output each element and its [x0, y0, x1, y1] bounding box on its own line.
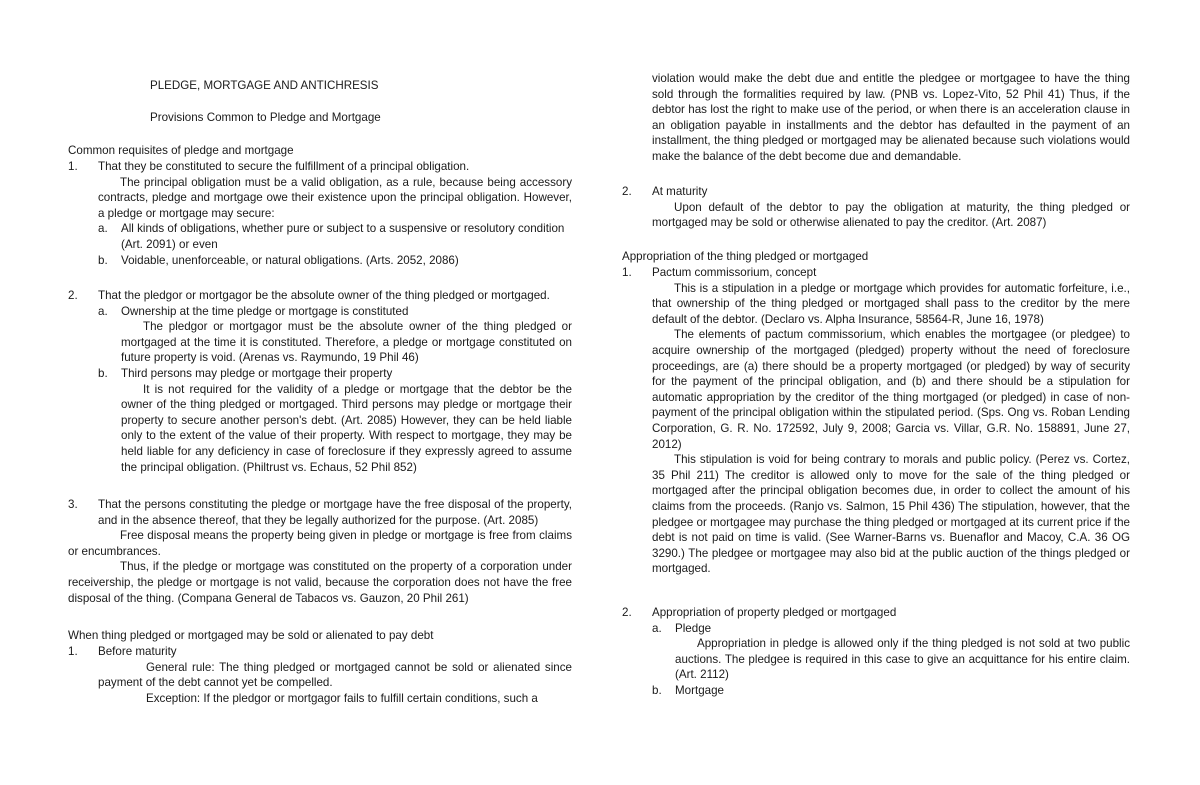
sold-heading: When thing pledged or mortgaged may be sold or alienated to pay debt	[68, 629, 434, 642]
sale-case-1	[68, 644, 572, 706]
appropriation-2a-body: Appropriation in pledge is allowed only if the thing pledged is not sold at two public auctions. The pledgee is required in this case to give an acquittance for his entire claim. (Art. 2112)	[675, 637, 1130, 682]
sale-case-1-body: General rule: The thing pledged or mortgaged cannot be sold or alienated since payment of the debt cannot yet be compelled.	[98, 660, 572, 690]
appropriation-1	[622, 265, 1130, 577]
page-title: PLEDGE, MORTGAGE AND ANTICHRESIS	[150, 79, 379, 92]
list-number: 1.	[68, 160, 78, 173]
sale-case-1-exception: Exception: If the pledgor or mortgagor fails to fulfill certain conditions, such a	[146, 691, 538, 705]
list-number: 1.	[622, 266, 632, 279]
requisite-1b-text: Voidable, unenforceable, or natural obligations. (Arts. 2052, 2086)	[121, 253, 459, 267]
appropriation-heading: Appropriation of the thing pledged or mortgaged	[622, 250, 869, 263]
requisite-3-body-2: Thus, if the pledge or mortgage was constituted on the property of a corporation under receivership, the pledge or mortgage is not valid, because the corporation does not have the free disposal of the thing. (Compana General de Tabacos vs. Gauzon, 20 Phil 261)	[68, 560, 572, 605]
sale-case-2-body: Upon default of the debtor to pay the obligation at maturity, the thing pledged or mortgaged may be sold or otherwise alienated to pay the creditor. (Art. 2087)	[652, 200, 1130, 230]
list-letter: b.	[98, 366, 108, 380]
list-number: 2.	[68, 289, 78, 302]
appropriation-1-text: Pactum commissorium, concept	[652, 266, 817, 279]
appropriation-2-text: Appropriation of property pledged or mortgaged	[652, 606, 897, 619]
requisites-heading: Common requisites of pledge and mortgage	[68, 144, 294, 157]
appropriation-1-body-1: This is a stipulation in a pledge or mortgage which provides for automatic forfeiture, i.e., that ownership of the thing pledged or mortgaged shall pass to the creditor by the mere default of the debtor. (Declaro vs. Alpha Insurance, 58564-R, June 16, 1978)	[652, 281, 1130, 326]
requisite-1a-text: All kinds of obligations, whether pure or subject to a suspensive or resolutory condition (Art. 2091) or even	[121, 222, 565, 251]
list-number: 2.	[622, 606, 632, 619]
sale-case-2	[622, 184, 1130, 231]
requisite-2b-text: Third persons may pledge or mortgage their property	[121, 366, 393, 380]
section-subtitle: Provisions Common to Pledge and Mortgage	[150, 111, 381, 124]
requisite-2a-text: Ownership at the time pledge or mortgage is constituted	[121, 304, 409, 318]
list-letter: b.	[652, 683, 662, 697]
list-letter: a.	[652, 621, 662, 635]
appropriation-2b-text: Mortgage	[675, 683, 724, 697]
requisite-2-text: That the pledgor or mortgagor be the absolute owner of the thing pledged or mortgaged.	[98, 289, 550, 302]
sale-case-2-text: At maturity	[652, 185, 708, 198]
requisite-2b-body: It is not required for the validity of a pledge or mortgage that the debtor be the owner of the thing pledged or mortgaged. Third persons may pledge or mortgage their property to secure another person's debt. (Art. 2085) However, they can be held liable only to the extent of the value of their property. With respect to mortgage, they may be held liable for any deficiency in case of foreclosure if they expressly agreed to assume the principal obligation. (Philtrust vs. Echaus, 52 Phil 852)	[121, 382, 572, 474]
list-letter: a.	[98, 304, 108, 318]
requisite-2a-body: The pledgor or mortgagor must be the absolute owner of the thing pledged or mortgaged at the time it is constituted. Therefore, a pledge or mortgage constituted on future property is void. (Arenas vs. Raymundo, 19 Phil 46)	[121, 320, 572, 365]
requisite-2	[68, 288, 572, 475]
appropriation-2	[622, 605, 1130, 699]
requisite-3	[68, 497, 572, 606]
continued-text: violation would make the debt due and entitle the pledgee or mortgagee to have the thing sold through the formalities required by law. (PNB vs. Lopez-Vito, 52 Phil 41) Thus, if the debtor has lost the right to make use of the period, or when there is an acceleration clause in an obligation payable in installments and the debtor has defaulted in the payment of an installment, the thing pledged or mortgaged may be alienated because such violations would make the balance of the debt become due and demandable.	[652, 72, 1130, 163]
list-number: 2.	[622, 185, 632, 198]
list-number: 3.	[68, 498, 78, 511]
requisite-1-text: That they be constituted to secure the fulfillment of a principal obligation.	[98, 160, 470, 173]
requisite-1	[68, 159, 572, 268]
appropriation-1-body-2: The elements of pactum commissorium, which enables the mortgagee (or pledgee) to acquire ownership of the mortgaged (pledged) property without the need of foreclosure proceedings, are (a) there should be a property mortgaged (or pledged) by way of security for the payment of the principal obligation, and (b) and there should be a stipulation for automatic appropriation by the creditor of the thing mortgaged (or pledged) in case of non-payment of the principal obligation within the stipulated period. (Sps. Ong vs. Roban Lending Corporation, G. R. No. 172592, July 9, 2008; Garcia vs. Villar, G.R. No. 158891, June 27, 2012)	[652, 328, 1130, 451]
list-letter: b.	[98, 253, 108, 267]
requisite-3-body-1: Free disposal means the property being given in pledge or mortgage is free from claims or encumbrances.	[68, 529, 572, 558]
appropriation-1-body-3: This stipulation is void for being contrary to morals and public policy. (Perez vs. Cortez, 35 Phil 211) The creditor is allowed only to move for the sale of the thing pledged or mortgaged after the principal obligation becomes due, in order to collect the amount of his claims from the proceeds. (Ranjo vs. Salmon, 15 Phil 436) The stipulation, however, that the pledgee or mortgagee may purchase the thing pledged or mortgaged at its current price if the debt is not paid on time is valid. (See Warner-Barns vs. Buenaflor and Macoy, C.A. 36 OG 3290.) The pledgee or mortgagee may also bid at the public auction of the things pledged or mortgaged.	[652, 453, 1130, 576]
list-letter: a.	[98, 222, 108, 236]
appropriation-2a-text: Pledge	[675, 621, 712, 635]
sale-case-1-text: Before maturity	[98, 645, 177, 658]
requisite-1-body: The principal obligation must be a valid obligation, as a rule, because being accessory contracts, pledge and mortgage owe their existence upon the principal obligation. However, a pledge or mortgage may secure:	[98, 175, 572, 220]
requisite-3-text: That the persons constituting the pledge or mortgage have the free disposal of the property, and in the absence thereof, that they be legally authorized for the purpose. (Art. 2085)	[98, 498, 572, 527]
list-number: 1.	[68, 645, 78, 658]
